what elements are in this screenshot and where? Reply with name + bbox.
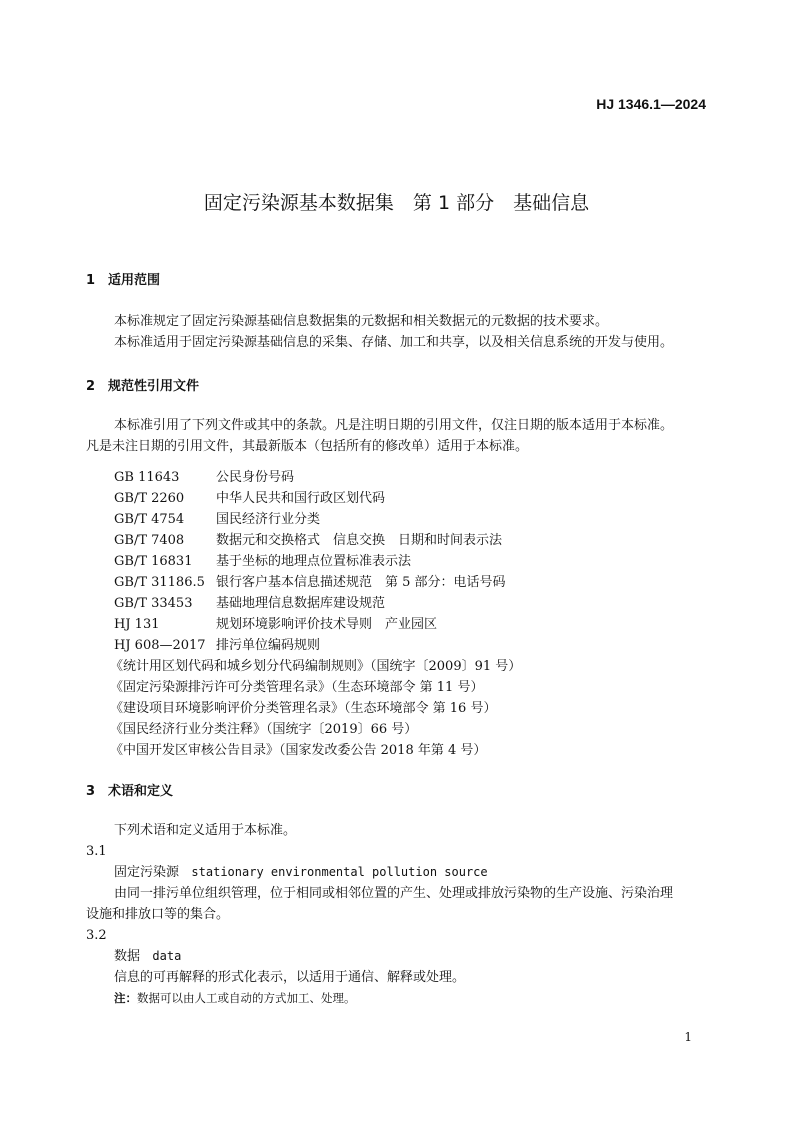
section-3-heading	[86, 780, 173, 799]
definition: 信息的可再解释的形式化表示，以适用于通信、解释或处理。	[114, 970, 466, 985]
note	[114, 988, 356, 1009]
term-number: 3.2	[86, 928, 107, 943]
list-item: 《统计用区划代码和城乡划分代码编制规则》（国统字〔2009〕91 号）	[110, 659, 522, 674]
reference-code: HJ 131	[114, 617, 160, 632]
term-heading	[114, 946, 181, 967]
note-text: 数据可以由人工或自动的方式加工、处理。	[137, 991, 356, 1005]
section-number: 1	[86, 273, 96, 288]
definition: 由同一排污单位组织管理，位于相同或相邻位置的产生、处理或排放污染物的生产设施、污染治理	[114, 886, 674, 901]
list-item: 《中国开发区审核公告目录》（国家发改委公告 2018 年第 4 号）	[110, 743, 487, 758]
reference-name: 规划环境影响评价技术导则 产业园区	[216, 617, 438, 632]
section-title: 术语和定义	[108, 784, 174, 799]
reference-name: 公民身份号码	[216, 470, 295, 485]
reference-code: GB/T 31186.5	[114, 575, 205, 590]
reference-code: GB 11643	[114, 470, 180, 485]
list-item	[114, 488, 521, 509]
reference-code: GB/T 7408	[114, 533, 185, 548]
reference-name: 基于坐标的地理点位置标准表示法	[216, 554, 412, 569]
section-title: 适用范围	[108, 273, 161, 288]
reference-list	[110, 467, 522, 761]
list-item	[114, 635, 521, 656]
paragraph: 凡是未注日期的引用文件，其最新版本（包括所有的修改单）适用于本标准。	[86, 439, 529, 454]
paragraph: 本标准适用于固定污染源基础信息的采集、存储、加工和共享，以及相关信息系统的开发与使用。	[114, 335, 674, 350]
reference-name: 基础地理信息数据库建设规范	[216, 596, 386, 611]
reference-code: GB/T 33453	[114, 596, 193, 611]
reference-name: 国民经济行业分类	[216, 512, 321, 527]
list-item	[114, 572, 521, 593]
page-number: 1	[684, 1030, 692, 1044]
list-item	[114, 614, 521, 635]
paragraph: 下列术语和定义适用于本标准。	[114, 823, 297, 838]
section-2-heading	[86, 375, 199, 394]
term-english: data	[152, 949, 182, 963]
term-heading	[114, 862, 488, 883]
reference-name: 数据元和交换格式 信息交换 日期和时间表示法	[216, 533, 503, 548]
list-item: 《国民经济行业分类注释》（国统字〔2019〕66 号）	[110, 722, 418, 737]
page-title: 固定污染源基本数据集 第 1 部分 基础信息	[203, 192, 590, 214]
reference-name: 银行客户基本信息描述规范 第 5 部分：电话号码	[216, 575, 506, 590]
section-number: 2	[86, 379, 96, 394]
list-item	[114, 593, 521, 614]
paragraph: 本标准规定了固定污染源基础信息数据集的元数据和相关数据元的元数据的技术要求。	[114, 314, 609, 329]
section-1-heading	[86, 269, 160, 288]
note-label: 注：	[114, 991, 137, 1005]
reference-code: GB/T 2260	[114, 491, 185, 506]
standard-code: HJ 1346.1—2024	[596, 96, 706, 112]
definition: 设施和排放口等的集合。	[86, 907, 230, 922]
list-item	[114, 551, 521, 572]
section-number: 3	[86, 784, 96, 799]
list-item: 《固定污染源排污许可分类管理名录》（生态环境部令 第 11 号）	[110, 680, 484, 695]
list-item	[114, 530, 521, 551]
reference-name: 排污单位编码规则	[216, 638, 321, 653]
reference-code: GB/T 16831	[114, 554, 193, 569]
list-item: 《建设项目环境影响评价分类管理名录》（生态环境部令 第 16 号）	[110, 701, 497, 716]
reference-code: GB/T 4754	[114, 512, 185, 527]
term-number: 3.1	[86, 844, 107, 859]
term-chinese: 固定污染源	[114, 865, 180, 880]
term-chinese: 数据	[114, 949, 141, 964]
list-item	[114, 467, 521, 488]
list-item	[114, 509, 521, 530]
reference-code: HJ 608—2017	[114, 638, 206, 653]
term-english: stationary environmental pollution source	[191, 865, 488, 879]
reference-name: 中华人民共和国行政区划代码	[216, 491, 386, 506]
section-title: 规范性引用文件	[108, 379, 200, 394]
paragraph: 本标准引用了下列文件或其中的条款。凡是注明日期的引用文件，仅注日期的版本适用于本标准。	[114, 418, 674, 433]
